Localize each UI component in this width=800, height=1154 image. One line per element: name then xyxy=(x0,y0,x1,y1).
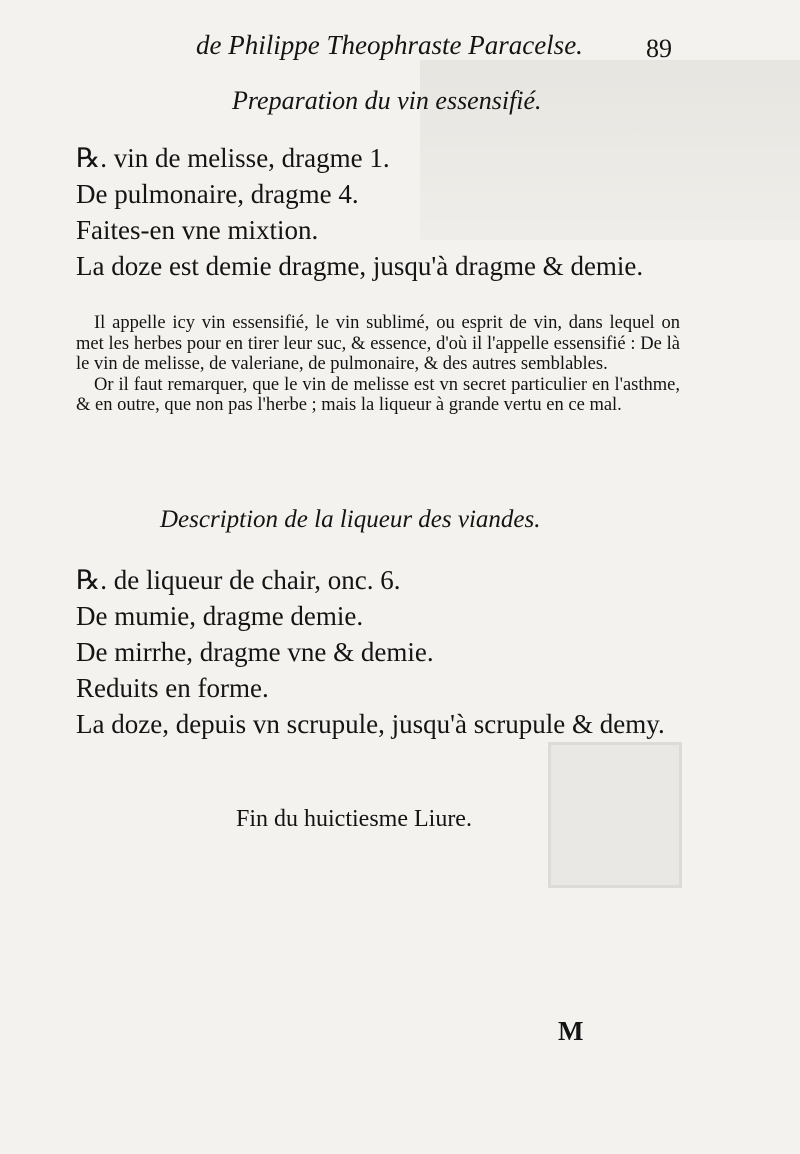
recipe-line: De mirrhe, dragme vne & demie. xyxy=(76,637,434,667)
recipe-line: La doze, depuis vn scrupule, jusqu'à scrupule & demy. xyxy=(76,709,665,739)
recipe-line: ℞. de liqueur de chair, onc. 6. xyxy=(76,565,401,595)
bleed-through-initial xyxy=(548,742,682,888)
recipe-line: Faites-en vne mixtion. xyxy=(76,215,319,245)
recipe-line: ℞. vin de melisse, dragme 1. xyxy=(76,143,390,173)
commentary-paragraph: Or il faut remarquer, que le vin de melisse est vn secret particulier en l'asthme, & en outre, que non pas l'herbe ; mais la liqueur à grande vertu en ce mal. xyxy=(76,374,680,415)
section-title-liqueur: Description de la liqueur des viandes. xyxy=(160,506,541,533)
commentary-paragraph: Il appelle icy vin essensifié, le vin sublimé, ou esprit de vin, dans lequel on met les herbes pour en tirer leur suc, & essence, d'où il l'appelle essensifié : De là le vin de melisse, de valeriane, de pulmonaire, & des autres semblables. xyxy=(76,313,680,374)
recipe-liqueur-viandes xyxy=(76,562,665,742)
recipe-line: De pulmonaire, dragme 4. xyxy=(76,179,359,209)
recipe-line: Reduits en forme. xyxy=(76,673,269,703)
section-title-preparation: Preparation du vin essensifié. xyxy=(232,86,542,115)
recipe-vin-essensifie xyxy=(76,140,643,284)
page-number: 89 xyxy=(646,34,672,63)
signature-mark: M xyxy=(558,1016,584,1046)
recipe-line: De mumie, dragme demie. xyxy=(76,601,364,631)
closing-line: Fin du huictiesme Liure. xyxy=(236,806,472,832)
running-title: de Philippe Theophraste Paracelse. xyxy=(196,30,583,60)
recipe-line: La doze est demie dragme, jusqu'à dragme & demie. xyxy=(76,251,644,281)
commentary xyxy=(76,313,680,416)
